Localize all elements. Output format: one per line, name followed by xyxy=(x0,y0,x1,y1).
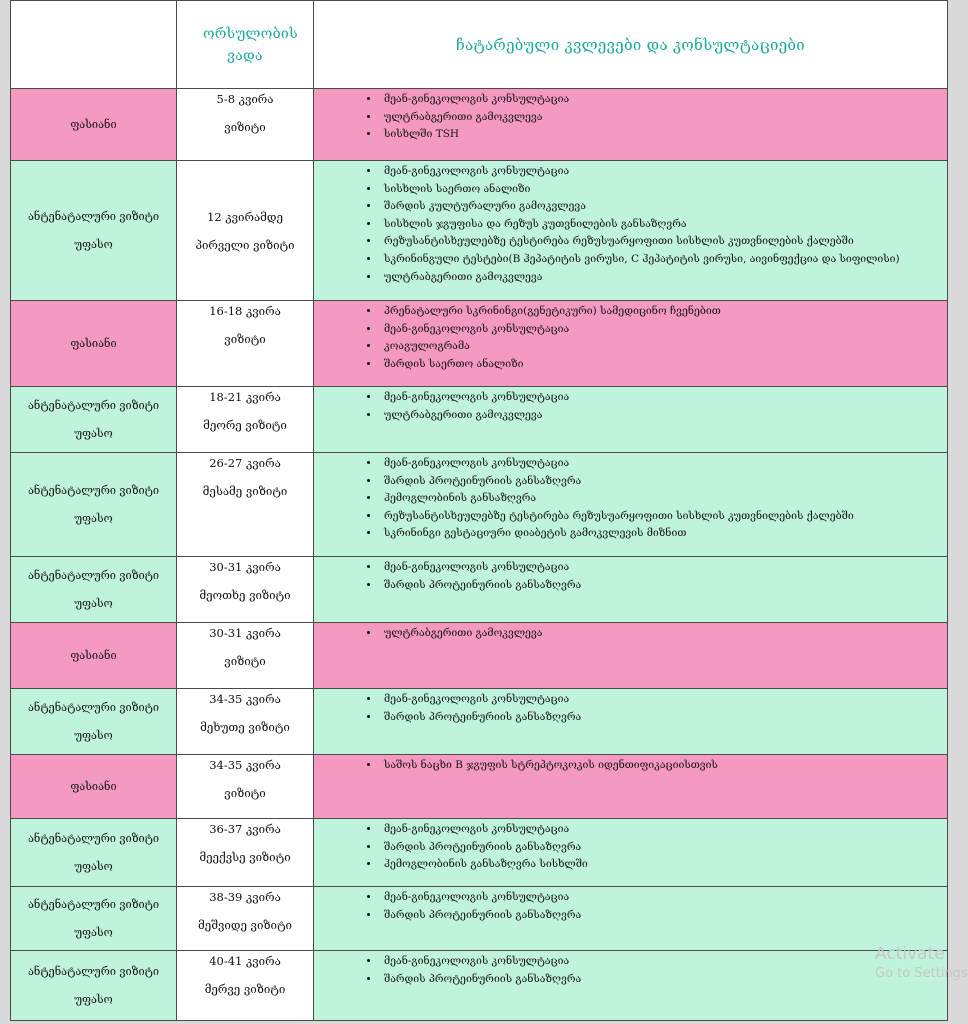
investigations-list xyxy=(314,757,947,775)
visit-type-label: ანტენატალური ვიზიტი xyxy=(27,831,160,845)
visit-type-cell xyxy=(11,453,177,557)
week-range: 12 კვირამდე xyxy=(207,209,283,224)
pregnancy-week-cell xyxy=(177,301,314,387)
investigations-list xyxy=(314,559,947,594)
week-range: 34-35 კვირა xyxy=(209,692,281,706)
investigations-cell xyxy=(314,951,968,1021)
visit-type-label: ანტენატალური ვიზიტი xyxy=(27,398,160,412)
visit-type-cell xyxy=(11,887,177,951)
list-item: • პრენატალური სკრინინგი(გენეტიკური) სამედიცინო ჩვენებით xyxy=(380,303,947,321)
table-row xyxy=(11,951,948,1021)
header-empty-cell xyxy=(11,1,177,89)
investigations-list xyxy=(314,691,947,726)
visit-name: ვიზიტი xyxy=(224,120,266,134)
investigations-cell xyxy=(314,453,948,557)
visit-cost-label: უფასო xyxy=(74,859,113,873)
visit-type-cell xyxy=(11,387,177,453)
investigations-list xyxy=(314,625,947,643)
week-range: 16-18 კვირა xyxy=(209,304,281,318)
visit-name: მეშვიდე ვიზიტი xyxy=(198,918,292,932)
visit-cost-label: უფასო xyxy=(74,728,113,742)
table-row xyxy=(11,89,948,161)
watermark-line-2: Go to Settings xyxy=(875,966,968,981)
investigations-list xyxy=(314,303,947,373)
list-item: • ჰემოგლობინის განსაზღვრა xyxy=(380,490,947,508)
list-item: • მეან-გინეკოლოგის კონსულტაცია xyxy=(380,559,947,577)
visit-type-cell xyxy=(11,689,177,755)
list-item: • შარდის პროტეინურიის განსაზღვრა xyxy=(380,971,947,989)
pregnancy-week-cell xyxy=(177,161,314,301)
week-range: 38-39 კვირა xyxy=(209,890,281,904)
list-item: • მეან-გინეკოლოგის კონსულტაცია xyxy=(380,91,947,109)
visit-type-cell xyxy=(11,755,177,819)
table-row xyxy=(11,453,948,557)
visit-cost-label: უფასო xyxy=(74,426,113,440)
visit-type-label: ფასიანი xyxy=(70,779,117,793)
visit-name: ვიზიტი xyxy=(224,332,266,346)
list-item: • შარდის პროტეინურიის განსაზღვრა xyxy=(380,473,947,491)
list-item: • მეან-გინეკოლოგის კონსულტაცია xyxy=(380,455,947,473)
investigations-list xyxy=(314,889,947,924)
visit-name: მესამე ვიზიტი xyxy=(202,484,288,498)
visit-type-label: ანტენატალური ვიზიტი xyxy=(27,483,160,497)
visit-cost-label: უფასო xyxy=(74,237,113,251)
investigations-cell xyxy=(314,387,948,453)
list-item: • შარდის კულტურალური გამოკვლევა xyxy=(380,198,947,216)
week-range: 36-37 კვირა xyxy=(209,822,281,836)
pregnancy-week-cell xyxy=(177,951,314,1021)
visit-type-label: ფასიანი xyxy=(70,648,117,662)
table-row xyxy=(11,623,948,689)
visit-type-cell xyxy=(11,951,177,1021)
pregnancy-week-cell xyxy=(177,89,314,161)
investigations-cell xyxy=(314,89,948,161)
pregnancy-week-cell xyxy=(177,819,314,887)
list-item: • მეან-გინეკოლოგის კონსულტაცია xyxy=(380,821,947,839)
visit-type-label: ფასიანი xyxy=(70,117,117,131)
investigations-list xyxy=(314,455,947,543)
visit-cost-label: უფასო xyxy=(74,511,113,525)
visit-type-label: ანტენატალური ვიზიტი xyxy=(27,964,160,978)
list-item: • სკრინინგული ტესტები(B ჰეპატიტის ვირუსი, C ჰეპატიტის ვირუსი, აივინფექცია და სიფილისი) xyxy=(380,251,947,269)
pregnancy-week-cell xyxy=(177,887,314,951)
visit-type-label: ანტენატალური ვიზიტი xyxy=(27,897,160,911)
visit-name: ვიზიტი xyxy=(224,786,266,800)
document-page xyxy=(10,0,968,1016)
visit-name: მეოთხე ვიზიტი xyxy=(199,588,291,602)
visit-cost-label: უფასო xyxy=(74,992,113,1006)
visit-type-label: ანტენატალური ვიზიტი xyxy=(27,700,160,714)
list-item: • მეან-გინეკოლოგის კონსულტაცია xyxy=(380,691,947,709)
list-item: • ულტრაბგერითი გამოკვლევა xyxy=(380,625,947,643)
list-item: • შარდის საერთო ანალიზი xyxy=(380,356,947,374)
table-row xyxy=(11,387,948,453)
list-item: • შარდის პროტეინურიის განსაზღვრა xyxy=(380,839,947,857)
table-row xyxy=(11,301,948,387)
list-item: • მეან-გინეკოლოგის კონსულტაცია xyxy=(380,321,947,339)
list-item: • რეზუსანტისხეულებზე ტესტირება რეზუსუარყოფითი სისხლის კუთვნილების ქალებში xyxy=(380,233,947,251)
pregnancy-week-cell xyxy=(177,689,314,755)
list-item: • მეან-გინეკოლოგის კონსულტაცია xyxy=(380,953,947,971)
visit-name: მეორე ვიზიტი xyxy=(203,418,287,432)
visit-type-cell xyxy=(11,557,177,623)
pregnancy-week-cell xyxy=(177,453,314,557)
pregnancy-week-cell xyxy=(177,557,314,623)
investigations-cell xyxy=(314,755,948,819)
list-item: • საშოს ნაცხი B ჯგუფის სტრეპტოკოკის იდენთიფიკაციისთვის xyxy=(380,757,947,775)
visit-type-cell xyxy=(11,819,177,887)
list-item: • მეან-გინეკოლოგის კონსულტაცია xyxy=(380,889,947,907)
investigations-cell xyxy=(314,819,948,887)
header-pregnancy-term-text: ორსულობის ვადა xyxy=(203,25,298,64)
list-item: • ულტრაბგერითი გამოკვლევა xyxy=(380,269,947,287)
list-item: • კოაგულოგრამა xyxy=(380,338,947,356)
visit-name: მეექვსე ვიზიტი xyxy=(199,850,291,864)
list-item: • რეზუსანტისხეულებზე ტესტირება რეზუსუარყოფითი სისხლის კუთვნილების ქალებში xyxy=(380,508,947,526)
visit-type-label: ანტენატალური ვიზიტი xyxy=(27,209,160,223)
investigations-cell xyxy=(314,887,948,951)
investigations-cell xyxy=(314,689,948,755)
week-range: 5-8 კვირა xyxy=(216,92,274,106)
pregnancy-week-cell xyxy=(177,755,314,819)
header-pregnancy-term xyxy=(177,1,314,89)
investigations-list xyxy=(314,953,968,988)
list-item: • მეან-გინეკოლოგის კონსულტაცია xyxy=(380,163,947,181)
table-row xyxy=(11,819,948,887)
visit-type-cell xyxy=(11,301,177,387)
visit-type-cell xyxy=(11,161,177,301)
list-item: • შარდის პროტეინურიის განსაზღვრა xyxy=(380,709,947,727)
investigations-list xyxy=(314,821,947,874)
investigations-cell xyxy=(314,301,948,387)
visit-name: მეხუთე ვიზიტი xyxy=(200,720,290,734)
visit-cost-label: უფასო xyxy=(74,596,113,610)
investigations-list xyxy=(314,389,947,424)
list-item: • სისხლის ჯგუფისა და რეზუს კუთვნილების განსაზღვრა xyxy=(380,216,947,234)
visit-cost-label: უფასო xyxy=(74,925,113,939)
visit-type-label: ანტენატალური ვიზიტი xyxy=(27,568,160,582)
investigations-cell xyxy=(314,557,948,623)
pregnancy-visit-table xyxy=(10,0,968,1021)
table-row xyxy=(11,755,948,819)
list-item: • ულტრაბგერითი გამოკვლევა xyxy=(380,109,947,127)
table-body xyxy=(11,89,968,1021)
table-row xyxy=(11,887,948,951)
investigations-cell xyxy=(314,623,948,689)
list-item: • სისხლის საერთო ანალიზი xyxy=(380,181,947,199)
visit-name: მერვე ვიზიტი xyxy=(204,982,286,996)
visit-type-cell xyxy=(11,623,177,689)
watermark-line-1: Activate xyxy=(875,944,945,964)
pregnancy-week-cell xyxy=(177,623,314,689)
week-range: 40-41 კვირა xyxy=(209,954,281,968)
list-item: • მეან-გინეკოლოგის კონსულტაცია xyxy=(380,389,947,407)
visit-name: პირველი ვიზიტი xyxy=(195,237,295,252)
week-range: 26-27 კვირა xyxy=(209,456,281,470)
header-investigations xyxy=(314,1,948,89)
investigations-list xyxy=(314,91,947,144)
table-row xyxy=(11,161,948,301)
week-range: 18-21 კვირა xyxy=(209,390,281,404)
table-header-row xyxy=(11,1,948,89)
pregnancy-week-cell xyxy=(177,387,314,453)
list-item: • სკრინინგი გესტაციური დიაბეტის გამოკვლევის მიზნით xyxy=(380,525,947,543)
list-item: • სისხლში TSH xyxy=(380,126,947,144)
week-range: 30-31 კვირა xyxy=(209,626,281,640)
investigations-list xyxy=(314,163,947,286)
windows-activation-watermark xyxy=(875,944,968,984)
week-range: 30-31 კვირა xyxy=(209,560,281,574)
investigations-cell xyxy=(314,161,948,301)
week-range: 34-35 კვირა xyxy=(209,758,281,772)
table-row xyxy=(11,689,948,755)
list-item: • შარდის პროტეინურიის განსაზღვრა xyxy=(380,907,947,925)
list-item: • ულტრაბგერითი გამოკვლევა xyxy=(380,407,947,425)
visit-type-cell xyxy=(11,89,177,161)
list-item: • შარდის პროტეინურიის განსაზღვრა xyxy=(380,577,947,595)
list-item: • ჰემოგლობინის განსაზღვრა სისხლში xyxy=(380,856,947,874)
visit-name: ვიზიტი xyxy=(224,654,266,668)
table-row xyxy=(11,557,948,623)
visit-type-label: ფასიანი xyxy=(70,336,117,350)
header-investigations-text: ჩატარებული კვლევები და კონსულტაციები xyxy=(456,35,805,54)
